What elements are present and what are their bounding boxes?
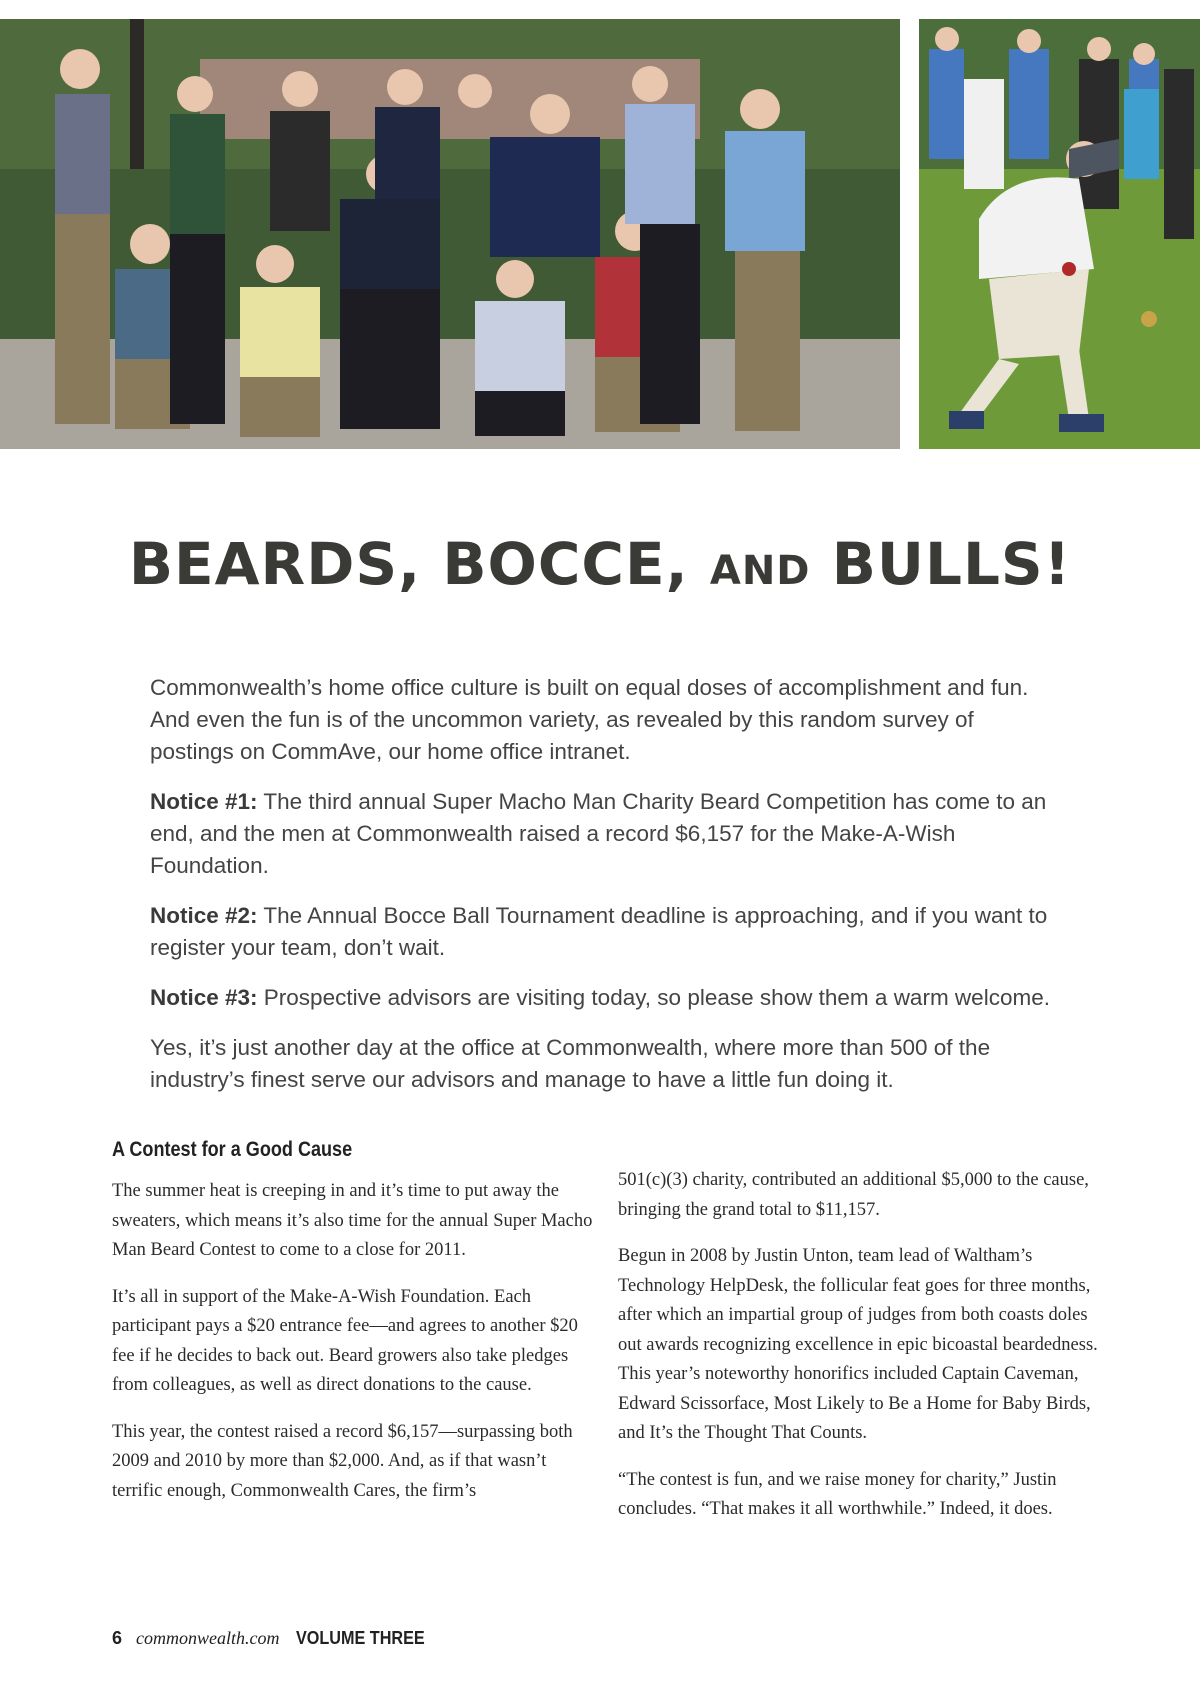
- notice-3: [150, 982, 1050, 1014]
- notice-2: [150, 900, 1050, 964]
- article-paragraph: Begun in 2008 by Justin Unton, team lead of Waltham’s Technology HelpDesk, the follicular feat goes for three months, after which an impartial group of judges from both coasts doles out awards recognizing excellence in epic bicoastal beardedness. This year’s noteworthy honorifics included Captain Caveman, Edward Scissorface, Most Likely to Be a Home for Baby Birds, and It’s the Thought That Counts.: [618, 1246, 1098, 1443]
- article-paragraph: “The contest is fun, and we raise money for charity,” Justin concludes. “That makes it all worthwhile.” Indeed, it does.: [618, 1469, 1057, 1519]
- title-part-beards-bocce: BEARDS, BOCCE,: [128, 530, 689, 598]
- article-column-right: [618, 1166, 1098, 1542]
- article-subhead: A Contest for a Good Cause: [112, 1138, 353, 1161]
- notice-2-label: Notice #2:: [150, 903, 258, 928]
- page-footer: [112, 1628, 439, 1649]
- notice-3-text: Prospective advisors are visiting today, so please show them a warm welcome.: [257, 985, 1050, 1010]
- page-title: [0, 530, 1200, 598]
- article-column-left: [112, 1177, 597, 1523]
- article-paragraph: 501(c)(3) charity, contributed an additional $5,000 to the cause, bringing the grand total to $11,157.: [618, 1170, 1089, 1220]
- intro-section: [150, 672, 1050, 1114]
- group-photo: [0, 19, 900, 449]
- title-part-bulls: BULLS!: [831, 530, 1072, 598]
- article-paragraph: It’s all in support of the Make-A-Wish Foundation. Each participant pays a $20 entrance fee—and agrees to another $20 fee if he decides to back out. Beard growers also take pledges from colleagues, as well as direct donations to the cause.: [112, 1286, 578, 1395]
- notice-2-text: The Annual Bocce Ball Tournament deadline is approaching, and if you want to register your team, don’t wait.: [150, 903, 1048, 960]
- notice-1: [150, 786, 1050, 882]
- article-paragraph: This year, the contest raised a record $6,157—surpassing both 2009 and 2010 by more than $2,000. And, as if that wasn’t terrific enough, Commonwealth Cares, the firm’s: [112, 1421, 573, 1501]
- page-number: 6: [112, 1628, 123, 1648]
- intro-paragraph: Commonwealth’s home office culture is built on equal doses of accomplishment and fun. And even the fun is of the uncommon variety, as revealed by this random survey of postings on CommAve, our home office intranet.: [150, 675, 1029, 764]
- intro-closing-paragraph: Yes, it’s just another day at the office at Commonwealth, where more than 500 of the industry’s finest serve our advisors and manage to have a little fun doing it.: [150, 1035, 991, 1092]
- footer-site: commonwealth.com: [136, 1628, 280, 1648]
- notice-3-label: Notice #3:: [150, 985, 258, 1010]
- notice-1-label: Notice #1:: [150, 789, 258, 814]
- bocce-photo: [919, 19, 1200, 449]
- article-paragraph: The summer heat is creeping in and it’s time to put away the sweaters, which means it’s also time for the annual Super Macho Man Beard Contest to come to a close for 2011.: [112, 1181, 593, 1260]
- notice-1-text: The third annual Super Macho Man Charity Beard Competition has come to an end, and the men at Commonwealth raised a record $6,157 for the Make-A-Wish Foundation.: [150, 789, 1047, 878]
- footer-volume: VOLUME THREE: [295, 1628, 425, 1648]
- title-part-and: AND: [709, 548, 811, 594]
